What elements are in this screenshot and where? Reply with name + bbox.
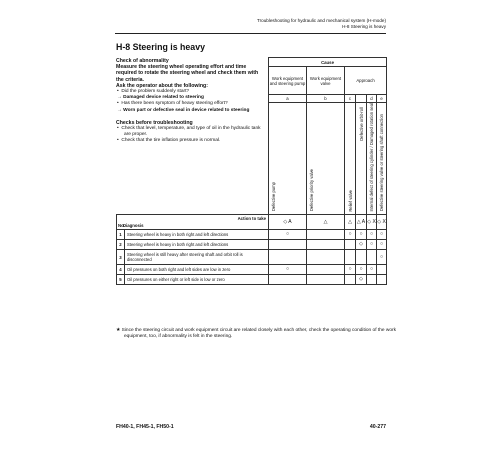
cause-label-3: Defective orbit-roll [358,107,364,141]
table-row: 2 Steering wheel is heavy in both right and left directions ◇ ○ ○ [117,240,387,250]
action-label: Action to take [237,216,266,222]
cause-group-valve: Work equipment valve [307,67,345,95]
question-1: • Did the problem suddenly start? [117,89,190,95]
table-row: 4 Oil pressures on both right and left sides are low in zero ○ ○ ○ ○ [117,265,387,275]
diagnosis-label: Diagnosis [123,223,144,229]
col-letter-c2 [356,95,367,103]
page-title: H-8 Steering is heavy [116,42,205,52]
footer-page-number: 40-277 [369,424,386,430]
col-letter-b: b [307,95,345,103]
question-2: • Has there been symptom of heavy steering effort? [117,101,228,107]
checks-heading: Checks before troubleshooting [116,119,193,126]
cause-label-2: Relief valve [347,189,353,212]
measure-text: Measure the steering wheel operating effort and time required to rotate the steering wheel and check them with the criteria. [116,64,259,83]
action-sym-0: ◇ A [269,215,307,230]
check-heading: Check of abnormality [116,58,169,64]
cause-label-0: Defective pump [271,182,276,212]
check-2: • Check that the tire inflation pressure is normal. [117,138,221,144]
cause-header: Cause [269,58,387,67]
table-row: 1 Steering wheel is heavy in both right and left directions ○ ○ ○ ○ ○ [117,230,387,240]
action-sym-5: ◇ X [377,215,387,230]
action-corner [117,215,269,230]
action-sym-4: ◇ X [367,215,377,230]
table-row: 3 Steering wheel is still heavy after steering shaft and orbit roll is disconnected ○ [117,250,387,265]
answer-1: → Damaged device related to steering [117,95,204,101]
cause-label-5: Defective steering valve or steering shaft connection [379,114,385,212]
no-label: No. [118,223,125,229]
cause-label-1: Defective priority valve [309,169,314,212]
cause-group-pump: Work equipment and steering pump [269,67,307,95]
footer-model: FH40-1, FH45-1, FH50-1 [116,424,174,430]
col-letter-c: c [345,95,356,103]
cause-label-4: Internal defect of steering cylinder / Damaged rotation seal [369,103,374,212]
page-header [257,18,386,30]
troubleshooting-matrix [116,57,387,285]
table-row: 5 Oil pressures on either right or left side is low or zero ◇ [117,275,387,285]
col-letter-e: e [377,95,387,103]
col-letter-d: d [367,95,377,103]
answer-2: → Worn part or defective seal in device related to steering [117,107,250,113]
action-sym-3: △ A [356,215,367,230]
header-line-2: H-8 Steering is heavy [342,24,386,30]
check-1: • Check that level, temperature, and type of oil in the hydraulic tank are proper. [117,126,261,138]
footnote: ★ Since the steering circuit and work equipment circuit are related closely with each other, check the operating condition of the work equipment, too, if abnormality is felt in the steering. [116,328,397,340]
action-sym-1: △ [307,215,345,230]
ask-text: Ask the operator about the following: [116,82,208,89]
header-line-1: Troubleshooting for hydraulic and mechanical system (H-mode) [256,18,386,23]
header-rule [115,33,386,34]
col-letter-a: a [269,95,307,103]
action-sym-2: △ [345,215,356,230]
cause-group-approach: Approach [345,67,387,95]
